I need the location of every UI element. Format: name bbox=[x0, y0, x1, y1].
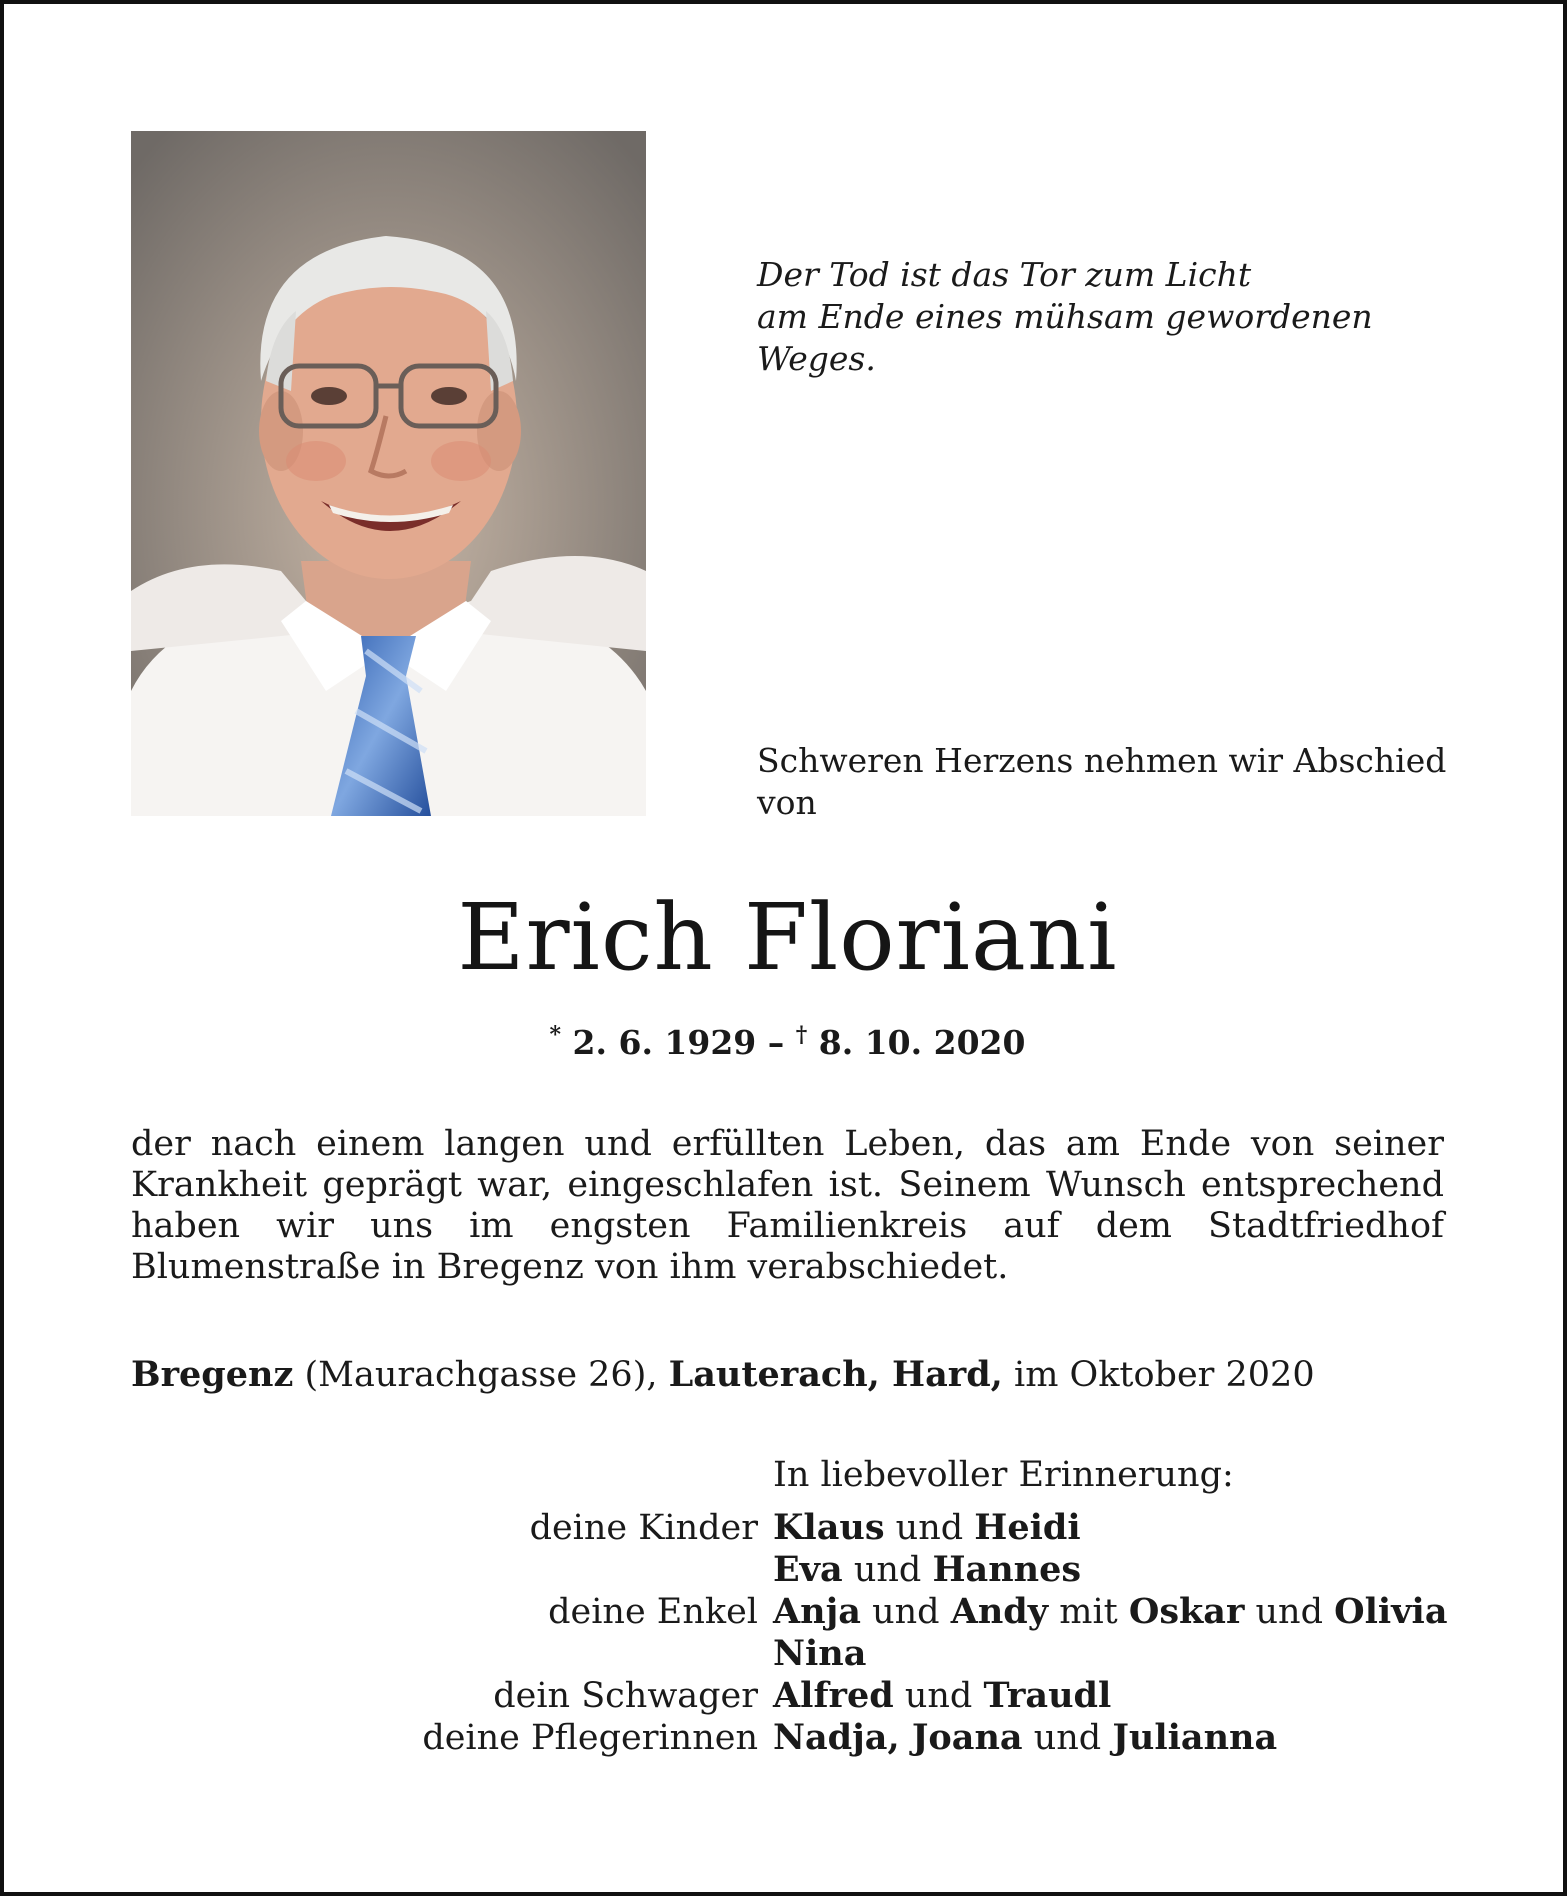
deceased-name: Erich Floriani bbox=[457, 884, 1118, 991]
mourner-names bbox=[758, 1717, 1277, 1759]
location-line bbox=[131, 1354, 1444, 1396]
mourner-name: Oskar bbox=[1128, 1591, 1245, 1632]
location-city: Bregenz bbox=[131, 1354, 294, 1395]
death-cross-icon: † bbox=[795, 1022, 808, 1048]
name-connector: und bbox=[842, 1550, 933, 1590]
mourner-name: Andy bbox=[950, 1591, 1049, 1632]
obituary-body: der nach einem langen und erfüllten Leben, das am Ende von seiner Krankheit geprägt war, eingeschlafen ist. Seinem Wunsch entsprechend haben wir uns im engsten Familienkreis auf dem Stadtfriedhof Blumenstraße in Bregenz von ihm verabschiedet. bbox=[131, 1124, 1444, 1287]
death-date: 8. 10. 2020 bbox=[818, 1023, 1026, 1062]
mourner-name: Julianna bbox=[1112, 1717, 1278, 1758]
location-date: im Oktober 2020 bbox=[1002, 1355, 1315, 1395]
epitaph-line-2: am Ende eines mühsam gewordenen Weges. bbox=[757, 297, 1373, 378]
mourner-name: Traudl bbox=[983, 1675, 1112, 1716]
memory-heading: In liebevoller Erinnerung: bbox=[773, 1455, 1234, 1495]
mourner-row bbox=[131, 1717, 1511, 1759]
mourner-row bbox=[131, 1591, 1511, 1633]
location-address: (Maurachgasse 26), bbox=[293, 1355, 669, 1395]
life-dates bbox=[4, 1014, 1567, 1064]
mourner-row bbox=[131, 1549, 1511, 1591]
mourner-names bbox=[758, 1675, 1111, 1717]
mourner-relation bbox=[131, 1633, 758, 1675]
mourner-name: Nadja, Joana bbox=[773, 1717, 1023, 1758]
name-connector: und bbox=[860, 1592, 951, 1632]
name-connector: und bbox=[893, 1676, 984, 1716]
name-connector: und bbox=[1022, 1718, 1113, 1758]
mourner-relation: deine Enkel bbox=[548, 1592, 758, 1632]
mourner-name: Klaus bbox=[773, 1507, 885, 1548]
mourner-names bbox=[758, 1633, 866, 1675]
mourner-row bbox=[131, 1633, 1511, 1675]
mourner-name: Nina bbox=[773, 1633, 867, 1674]
farewell-text: Schweren Herzens nehmen wir Abschied von bbox=[757, 741, 1447, 822]
mourner-relation: dein Schwager bbox=[493, 1676, 758, 1716]
location-towns: Lauterach, Hard, bbox=[668, 1354, 1003, 1395]
mourner-row bbox=[131, 1675, 1511, 1717]
epitaph-quote bbox=[757, 254, 1477, 380]
mourner-names bbox=[758, 1591, 1448, 1633]
mourner-name: Hannes bbox=[932, 1549, 1082, 1590]
mourner-name: Eva bbox=[773, 1549, 843, 1590]
mourner-relation bbox=[131, 1549, 758, 1591]
mourner-name: Heidi bbox=[974, 1507, 1081, 1548]
mourner-name: Olivia bbox=[1334, 1591, 1448, 1632]
mourner-relation: deine Kinder bbox=[529, 1508, 758, 1548]
birth-date: 2. 6. 1929 bbox=[572, 1023, 757, 1062]
portrait-photo bbox=[131, 131, 646, 816]
name-connector: mit bbox=[1048, 1592, 1129, 1632]
date-separator: – bbox=[756, 1023, 796, 1062]
mourner-relation: deine Pflegerinnen bbox=[422, 1718, 758, 1758]
birth-star-icon: * bbox=[549, 1022, 562, 1048]
name-connector: und bbox=[1244, 1592, 1335, 1632]
mourner-names bbox=[758, 1549, 1081, 1591]
portrait-illustration bbox=[131, 131, 646, 816]
mourner-names bbox=[758, 1507, 1081, 1549]
mourners-list bbox=[131, 1507, 1511, 1759]
mourner-row bbox=[131, 1507, 1511, 1549]
mourner-name: Alfred bbox=[773, 1675, 894, 1716]
name-connector: und bbox=[884, 1508, 975, 1548]
mourner-name: Anja bbox=[773, 1591, 861, 1632]
epitaph-line-1: Der Tod ist das Tor zum Licht bbox=[757, 255, 1252, 294]
